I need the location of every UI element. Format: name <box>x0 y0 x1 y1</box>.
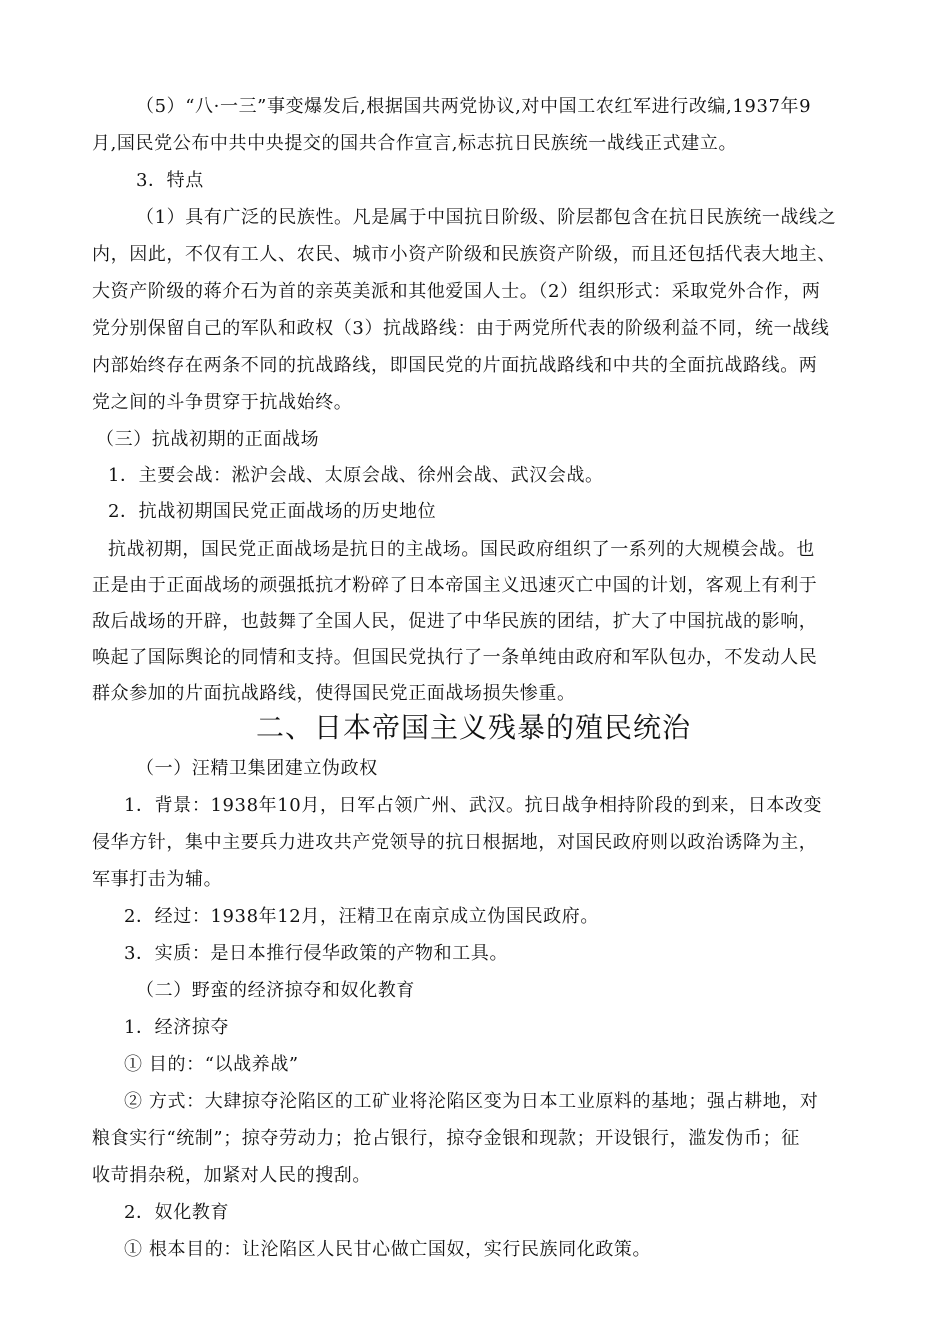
paragraph-line: 2．经过：1938年12月，汪精卫在南京成立伪国民政府。 <box>124 906 599 927</box>
subheading: 3．特点 <box>136 170 204 191</box>
paragraph-line: ① 根本目的：让沦陷区人民甘心做亡国奴，实行民族同化政策。 <box>124 1239 652 1260</box>
paragraph-line: 党分别保留自己的军队和政权（3）抗战路线：由于两党所代表的阶级利益不同，统一战线 <box>92 318 830 339</box>
paragraph-line: 月,国民党公布中共中央提交的国共合作宣言,标志抗日民族统一战线正式建立。 <box>92 133 738 154</box>
section-heading: 二、日本帝国主义残暴的殖民统治 <box>256 711 692 744</box>
paragraph-line: （1）具有广泛的民族性。凡是属于中国抗日阶级、阶层都包含在抗日民族统一战线之 <box>136 207 837 228</box>
paragraph-line: 唤起了国际舆论的同情和支持。但国民党执行了一条单纯由政府和军队包办，不发动人民 <box>92 647 818 668</box>
subheading: （二）野蛮的经济掠夺和奴化教育 <box>136 980 415 1001</box>
paragraph-line: 大资产阶级的蒋介石为首的亲英美派和其他爱国人士。（2）组织形式：采取党外合作，两 <box>92 281 821 302</box>
subheading: 2．奴化教育 <box>124 1202 230 1223</box>
subheading: 2．抗战初期国民党正面战场的历史地位 <box>108 501 437 522</box>
paragraph-line: 内，因此，不仅有工人、农民、城市小资产阶级和民族资产阶级，而且还包括代表大地主、 <box>92 244 836 265</box>
subheading: （三）抗战初期的正面战场 <box>96 429 320 450</box>
paragraph-line: 抗战初期，国民党正面战场是抗日的主战场。国民政府组织了一系列的大规模会战。也 <box>108 539 815 560</box>
paragraph-line: 粮食实行“统制”；掠夺劳动力；抢占银行，掠夺金银和现款；开设银行，滥发伪币；征 <box>92 1128 800 1149</box>
paragraph-line: 正是由于正面战场的顽强抵抗才粉碎了日本帝国主义迅速灭亡中国的计划，客观上有利于 <box>92 575 818 596</box>
paragraph-line: 3．实质：是日本推行侵华政策的产物和工具。 <box>124 943 509 964</box>
subheading: （一）汪精卫集团建立伪政权 <box>136 758 378 779</box>
paragraph-line: 侵华方针，集中主要兵力进攻共产党领导的抗日根据地，对国民政府则以政治诱降为主， <box>92 832 818 853</box>
paragraph-line: 群众参加的片面抗战路线，使得国民党正面战场损失惨重。 <box>92 683 576 704</box>
paragraph-line: 1．主要会战：淞沪会战、太原会战、徐州会战、武汉会战。 <box>108 465 604 486</box>
paragraph-line: 内部始终存在两条不同的抗战路线，即国民党的片面抗战路线和中共的全面抗战路线。两 <box>92 355 818 376</box>
paragraph-line: 1．背景：1938年10月，日军占领广州、武汉。抗日战争相持阶段的到来，日本改变 <box>124 795 823 816</box>
paragraph-line: ② 方式：大肆掠夺沦陷区的工矿业将沦陷区变为日本工业原料的基地；强占耕地，对 <box>124 1091 819 1112</box>
paragraph-line: 收苛捐杂税，加紧对人民的搜刮。 <box>92 1165 371 1186</box>
paragraph-line: ① 目的：“以战养战” <box>124 1054 299 1075</box>
paragraph-line: 敌后战场的开辟，也鼓舞了全国人民，促进了中华民族的团结，扩大了中国抗战的影响， <box>92 611 818 632</box>
paragraph-line: （5）“八·一三”事变爆发后,根据国共两党协议,对中国工农红军进行改编,1937年9 <box>136 96 812 117</box>
paragraph-line: 党之间的斗争贯穿于抗战始终。 <box>92 392 353 413</box>
paragraph-line: 军事打击为辅。 <box>92 869 223 890</box>
subheading: 1．经济掠夺 <box>124 1017 230 1038</box>
